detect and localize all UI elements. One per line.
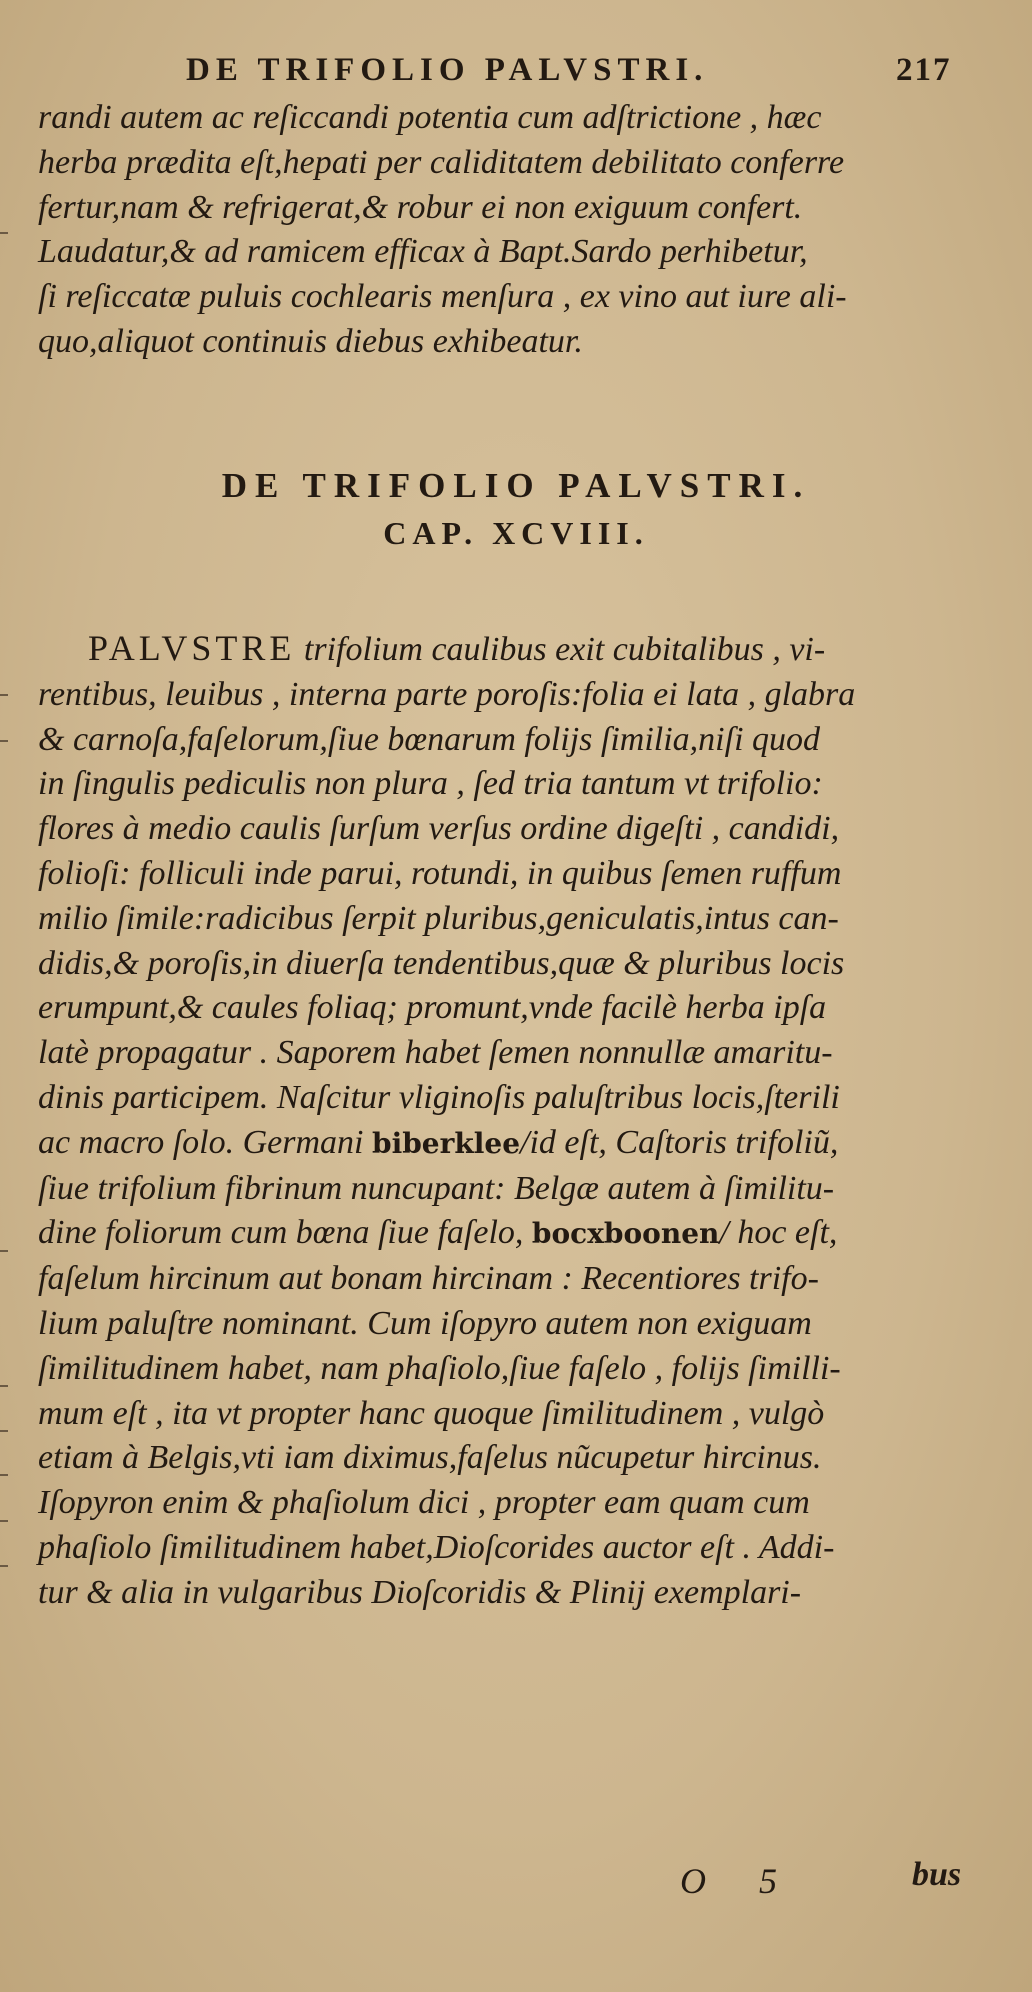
text-line: flores à medio caulis ſurſum verſus ordine digeſti , candidi, <box>38 810 840 848</box>
page-number: 217 <box>896 52 952 88</box>
text-line: didis,& poroſis,in diuerſa tendentibus,quæ & pluribus locis <box>38 944 845 982</box>
margin-tick <box>0 1385 8 1387</box>
text-line: latè propagatur . Saporem habet ſemen nonnullæ amaritu- <box>38 1034 833 1072</box>
text-line: herba prædita eſt,hepati per caliditatem debilitato conferre <box>38 143 845 181</box>
text-line: milio ſimile:radicibus ſerpit pluribus,geniculatis,intus can- <box>38 899 839 937</box>
text-segment: ac macro ſolo. Germani <box>38 1123 372 1161</box>
text-line-rest: trifolium caulibus exit cubitalibus , vi- <box>295 631 826 668</box>
blackletter-word: bocxboonen <box>531 1217 720 1251</box>
text-line <box>38 1211 855 1257</box>
text-line: ſi reſiccatæ puluis cochlearis menſura , ex vino aut iure ali- <box>38 278 847 316</box>
margin-tick <box>0 1430 8 1432</box>
text-line: & carnoſa,faſelorum,ſiue bœnarum folijs ſimilia,niſi quod <box>38 720 821 758</box>
text-line: etiam à Belgis,vti iam diximus,faſelus nũcupetur hircinus. <box>38 1439 822 1477</box>
margin-tick <box>0 740 8 742</box>
margin-tick <box>0 694 8 696</box>
text-line: rentibus, leuibus , interna parte poroſis:folia ei lata , glabra <box>38 675 856 713</box>
margin-tick <box>0 1250 8 1252</box>
text-line: quo,aliquot continuis diebus exhibeatur. <box>38 322 583 360</box>
margin-tick <box>0 1520 8 1522</box>
text-line: faſelum hircinum aut bonam hircinam : Recentiores trifo- <box>38 1260 819 1298</box>
text-line: mum eſt , ita vt propter hanc quoque ſimilitudinem , vulgò <box>38 1394 825 1432</box>
running-head-title: DE TRIFOLIO PALVSTRI. <box>186 52 709 88</box>
text-segment: /id eſt, Caſtoris trifoliũ, <box>520 1123 839 1161</box>
text-line: tur & alia in vulgaribus Dioſcoridis & Plinij exemplari- <box>38 1573 802 1611</box>
signature-mark: O 5 <box>680 1861 799 1901</box>
text-line <box>38 626 855 673</box>
paragraph-main <box>38 626 855 1616</box>
text-line: erumpunt,& caules foliaq; promunt,vnde facilè herba ipſa <box>38 989 827 1027</box>
margin-tick <box>0 232 8 234</box>
text-line: ſiue trifolium fibrinum nuncupant: Belgæ autem à ſimilitu- <box>38 1169 835 1207</box>
text-line: lium paluſtre nominant. Cum iſopyro autem non exiguam <box>38 1304 812 1342</box>
chapter-number: CAP. XCVIII. <box>383 515 649 551</box>
chapter-title: DE TRIFOLIO PALVSTRI. <box>221 466 811 505</box>
text-line: phaſiolo ſimilitudinem habet,Dioſcorides auctor eſt . Addi- <box>38 1528 835 1566</box>
text-line: fertur,nam & refrigerat,& robur ei non exiguum confert. <box>38 188 803 226</box>
text-line: Iſopyron enim & phaſiolum dici , propter eam quam cum <box>38 1484 810 1522</box>
text-line: in ſingulis pediculis non plura , ſed tria tantum vt trifolio: <box>38 765 823 803</box>
text-segment: / hoc eſt, <box>719 1214 838 1252</box>
text-line: dinis participem. Naſcitur vliginoſis paluſtribus locis,ſterili <box>38 1078 840 1116</box>
text-line <box>38 1121 855 1167</box>
text-line: Laudatur,& ad ramicem efficax à Bapt.Sardo perhibetur, <box>38 233 808 271</box>
text-segment: dine foliorum cum bœna ſiue faſelo, <box>38 1214 532 1252</box>
margin-tick <box>0 1565 8 1567</box>
paragraph-continuation <box>38 96 847 365</box>
catchword: bus <box>912 1856 962 1893</box>
lead-word: PALVSTRE <box>88 628 296 668</box>
text-line: randi autem ac reſiccandi potentia cum adſtrictione , hæc <box>38 99 822 136</box>
blackletter-word: biberklee <box>371 1126 521 1160</box>
text-line: folioſi: folliculi inde parui, rotundi, in quibus ſemen ruffum <box>38 854 842 892</box>
text-line: ſimilitudinem habet, nam phaſiolo,ſiue faſelo , folijs ſimilli- <box>38 1349 841 1387</box>
running-head <box>186 52 1006 89</box>
margin-tick <box>0 1474 8 1476</box>
